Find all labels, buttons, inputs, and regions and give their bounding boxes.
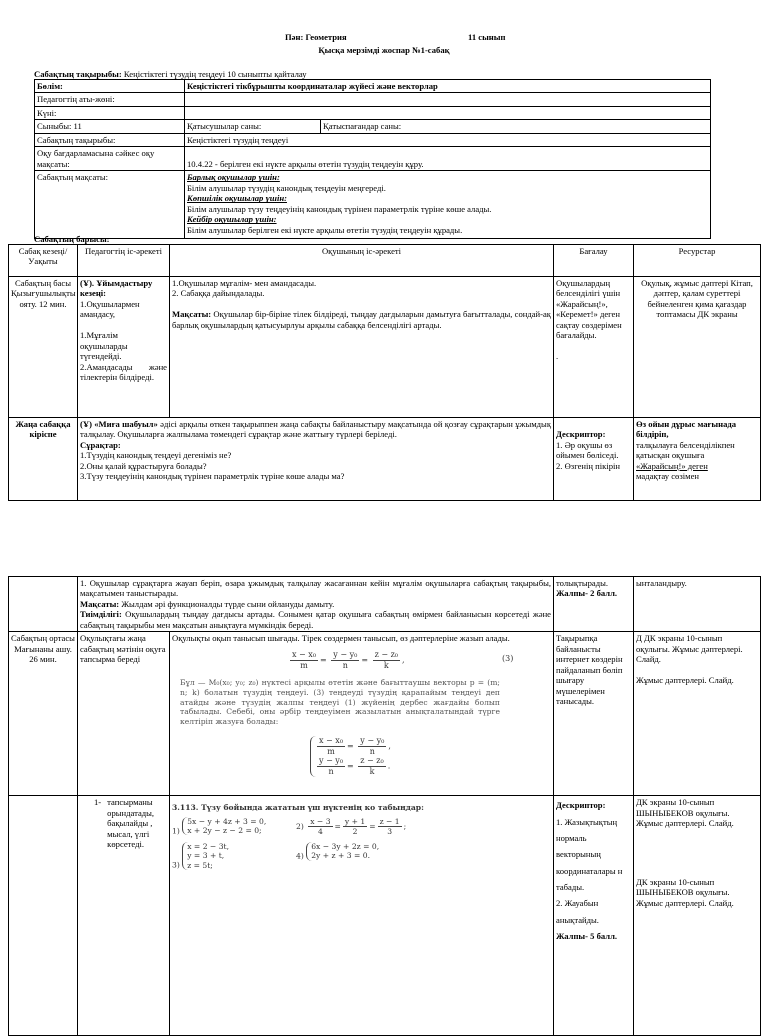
assessment-cell [554,796,634,1036]
teacher-label: Педагогтің аты-жөні: [35,93,185,106]
exercise-item: 4) 6x − 3y + 2z = 0, 2y + z + 3 = 0. [296,842,380,861]
resources-text: ДК экраны 10-сынып ШЫНЫБЕКОВ оқулығы. Жұмыс дәптерлері. Слайд. [636,797,734,829]
canonical-equation: $\frac{\text{x − x₀}}{m}$ = $\frac{\text{y − y₀}}{n}$ = $\frac{\text{z − z₀}}{k}$ , [292,649,405,670]
teacher-cell [78,796,170,1036]
method-name: (Ұ) «Миға шабуыл» [80,419,158,429]
progress-label: Сабақтың барысы: [34,234,110,244]
exercise-row [172,842,551,870]
date-value [185,106,711,119]
task-text: тапсырманы орындатады, бақылайды , мысал, үлгі көрсетеді. [107,797,155,850]
stage-cell [9,577,78,632]
resources-text: талқылауға белсенділікпен қатысқан оқушыға [636,439,735,461]
resources-cell [634,418,761,501]
resources-cell [634,796,761,1036]
table-row [9,277,761,418]
student-cell [170,796,554,1036]
resources-tail: мадақтау сөзімен [636,471,699,482]
assessment-total: Жалпы- 5 балл. [556,931,618,942]
assessment-text: Оқушылардың белсенділігі үшін «Жарайсың!», «Керемет!» деген сақтау сөздерімен бағалайды. [556,278,622,341]
resources-cell [634,632,761,796]
exercise-row [172,817,551,837]
student-goal-label: Мақсаты: [172,309,212,320]
table-row [9,418,761,501]
assessment-total: Жалпы- 2 балл. [556,588,618,599]
header-stage: Сабақ кезеңі/Уақыты [9,245,78,277]
question-item: 3.Түзу теңдеуінің канондық түрінен параметрлік түріне көше алады ма? [80,471,345,482]
section-value: Кеңістіктегі тікбұрышты координаталар жүйесі және векторлар [185,80,711,93]
header-teacher: Педагогтің іс-әрекеті [78,245,170,277]
questions-label: Сұрақтар: [80,439,121,450]
assessment-dot: . [556,351,559,362]
question-item: 2.Оны қалай құрастыруға болады? [80,460,207,471]
method-text: әдісі арқылы өткен тақырыппен жаңа сабақты байланыстыру мақсатында ой қозғау сұрақтарын ұжымдық талқылау. Оқушыларға жалпылама төмендегі сұрақтар және жаттығу түрлері беріледі. [80,419,552,440]
table-row [9,632,761,796]
resources-underline: «Жарайсың!» деген [636,460,708,471]
topic-line [34,69,734,79]
descriptor-item: 1. Әр оқушы өз ойымен бөліседі. [556,439,619,461]
intro-text: 1. Оқушылар сұрақтарға жауап беріп, өзара ұжымдық талқылау жасағаннан кейін мұғалім оқушыларға сабақтың тақырыбы, мақсатымен таныстырады. [80,578,551,599]
absent-label: Қатыспағандар саны: [321,120,711,133]
plan-title: Қысқа мерзімді жоспар №1-сабақ [318,45,450,55]
student-line: 1.Оқушылар мұғалім- мен амандасады. [172,278,317,288]
goal-text: Білім алушылар түзудің канондық теңдеуін меңгереді. [187,182,386,193]
objective-value: 10.4.22 - берілген екі нүкте арқылы өтетін түзудің теңдеуін құру. [185,147,711,171]
goals-list [185,171,711,239]
teacher-value [185,93,711,106]
textbook-excerpt [172,650,551,782]
student-cell [170,632,554,796]
descriptor-label: Дескриптор: [556,800,606,811]
info-table [34,79,711,239]
progress-table-continued [8,576,761,1036]
exercise-title: 3.113. Түзу бойында жататын үш нүктенің ко табыңдар: [172,803,424,813]
teacher-text: 2.Амандасады және тілектерін білдіреді. [80,361,167,383]
goal-text: Жылдам әрі функционалды түрде сыни ойлануды дамыту. [121,598,335,609]
goal-head: Кейбір оқушылар үшін: [187,214,277,225]
assessment-cell [554,277,634,418]
resources-bold: Өз ойын дұрыс мағынада білдіріп, [636,419,737,440]
exercise-item: 1) 5x − y + 4z + 3 = 0, x + 2y − z − 2 = 0; [172,816,267,835]
table-row [9,796,761,1036]
equation-number: (3) [502,653,514,663]
efficiency-label: Тиімділігі: [80,609,122,620]
question-item: 1.Түзудің канондық теңдеуі дегеніміз не? [80,450,232,461]
teacher-text: 1.Мұғалім оқушыларды түгендейді. [80,330,128,362]
goal-text: Білім алушылар түзу теңдеуінің канондық түрінен параметрлік түріне көше алады. [187,203,492,214]
stage-cell [9,796,78,1036]
descriptor-item: 2. Жауабын анықтайды. [556,898,599,925]
date-label: Күні: [35,106,185,119]
goal-label: Мақсаты: [80,598,120,609]
teacher-text: 1.Оқушылармен амандасу, [80,298,140,320]
textbook-paragraph: Бұл — M₀(x₀; y₀; z₀) нүктесі арқылы өтетін және бағыттаушы векторы p = (m; n; k) болатын түзудің теңдеуі. (3) теңдеуді түзудің қарапайым теңдеуі деп атайды және түзудің жалпы теңдеуі (1) жүйенің дербес жағдайы болып табылады. Себебі, оны әрбір теңдеуімен жазылатын анықталатындай түрге келтіріп жазуға болады: [180,677,500,727]
header-student: Оқушының іс-әрекеті [170,245,554,277]
topic-line-value: Кеңістіктегі түзудің теңдеуі 10 сыныпты қайталау [123,69,307,79]
system-equation: $\frac{\text{x − x₀}}{m}$ = $\frac{\text{y − y₀}}{n}$ , $\frac{\text{y − y₀}}{n}$ = $\frac{\text{z − z₀}}{k}$ . [310,736,391,777]
grade: 11 сынып [468,32,506,42]
attended-label: Қатысушылар саны: [185,120,321,133]
student-cell [170,277,554,418]
assessment-cell [554,632,634,796]
progress-table [8,244,761,501]
subject: Пән: Геометрия [285,32,347,42]
header-resources: Ресурстар [634,245,761,277]
class-label: Сыныбы: 11 [35,120,185,133]
topic-value: Кеңістіктегі түзудің теңдеуі [185,133,711,146]
teacher-head: (Ұ). Ұйымдастыру кезеңі: [80,278,153,299]
goal-text: Білім алушылар берілген екі нүкте арқылы өтетін түзудің теңдеуін құрады. [187,224,463,235]
topic-label: Сабақтың тақырыбы: [35,133,185,146]
resources-cell: ынталандыру. [634,577,761,632]
objective-label: Оқу бағдарламасына сәйкес оқу мақсаты: [35,147,185,171]
student-text: Оқулықты оқып танысып шығады. Тірек сөздермен танысып, өз дәптерлеріне жазып алады. [172,633,510,644]
teacher-cell [78,277,170,418]
assessment-cell [554,418,634,501]
header-assessment: Бағалау [554,245,634,277]
intro-cell [78,577,554,632]
intro-cell [78,418,554,501]
exercise-item: 2) $\frac{x - 3}{4}$ = $\frac{y + 1}{2}$ = $\frac{z - 1}{3}$ ; [296,816,407,836]
assessment-text: Тақырыпқа байланысты интернет көздерін пайдаланып бөліп шығару мүшелерімен танысады. [556,633,623,707]
efficiency-text: Оқушылардың тыңдау дағдысы артады. Сонымен қатар оқушыға сабақтың өмірмен байланысын көрсетеді және сабақтың тақырыбы мен мақсатын анықтауға мүмкіндік береді. [80,609,551,630]
descriptor-label: Дескриптор: [556,429,606,440]
resources-cell: Оқулық, жұмыс дәптері Кітап, дәптер, қалам суреттері бейнеленген қима қағаздар топтамасы ДК экраны [634,277,761,418]
student-goal-text: Оқушылар бір-біріне тілек білдіреді, тыңдау дағдыларын дамытуға бағытталады, сондай-ақ барлық оқушылардың қатысуырлуы арқылы сабаққа белсенділігі артады. [172,309,551,330]
descriptor-item: 2. Өзгенің пікірін [556,460,620,471]
goal-head: Барлық оқушылар үшін: [187,172,280,183]
header-line [285,32,545,42]
task-number: 1- [94,797,102,808]
exercise-block [172,803,551,870]
assessment-cell [554,577,634,632]
table-row [9,577,761,632]
section-label: Бөлім: [35,80,185,93]
teacher-cell: Оқулықтағы жаңа сабақтың мәтінін оқуға тапсырма береді [78,632,170,796]
stage-cell: Жаңа сабаққа кіріспе [9,418,78,501]
progress-header-row [9,245,761,277]
resources-text: Жұмыс дәптерлері. Слайд. [636,675,734,686]
student-line: 2. Сабаққа дайындалады. [172,288,265,299]
descriptor-item: 1. Жазықтықтың нормаль векторының координаталары н табады. [556,816,623,893]
stage-cell: Сабақтың ортасы Мағынаны ашу. 26 мин. [9,632,78,796]
assessment-text: толықтырады. [556,578,608,588]
stage-cell: Сабақтың басы Қызығушылықты ояту. 12 мин. [9,277,78,418]
resources-text: Д ДК экраны 10-сынып оқулығы. Жұмыс дәптерлері. Слайд. [636,633,743,665]
topic-line-label: Сабақтың тақырыбы: [34,69,122,79]
resources-text: ДК экраны 10-сынып ШЫНЫБЕКОВ оқулығы. Жұмыс дәптерлері. Слайд. [636,876,734,908]
goal-head: Көпшілік оқушылар үшін: [187,193,287,204]
goals-label: Сабақтың мақсаты: [35,171,185,239]
exercise-item: 3) x = 2 − 3t, y = 3 + t, z = 5t; [172,842,230,870]
